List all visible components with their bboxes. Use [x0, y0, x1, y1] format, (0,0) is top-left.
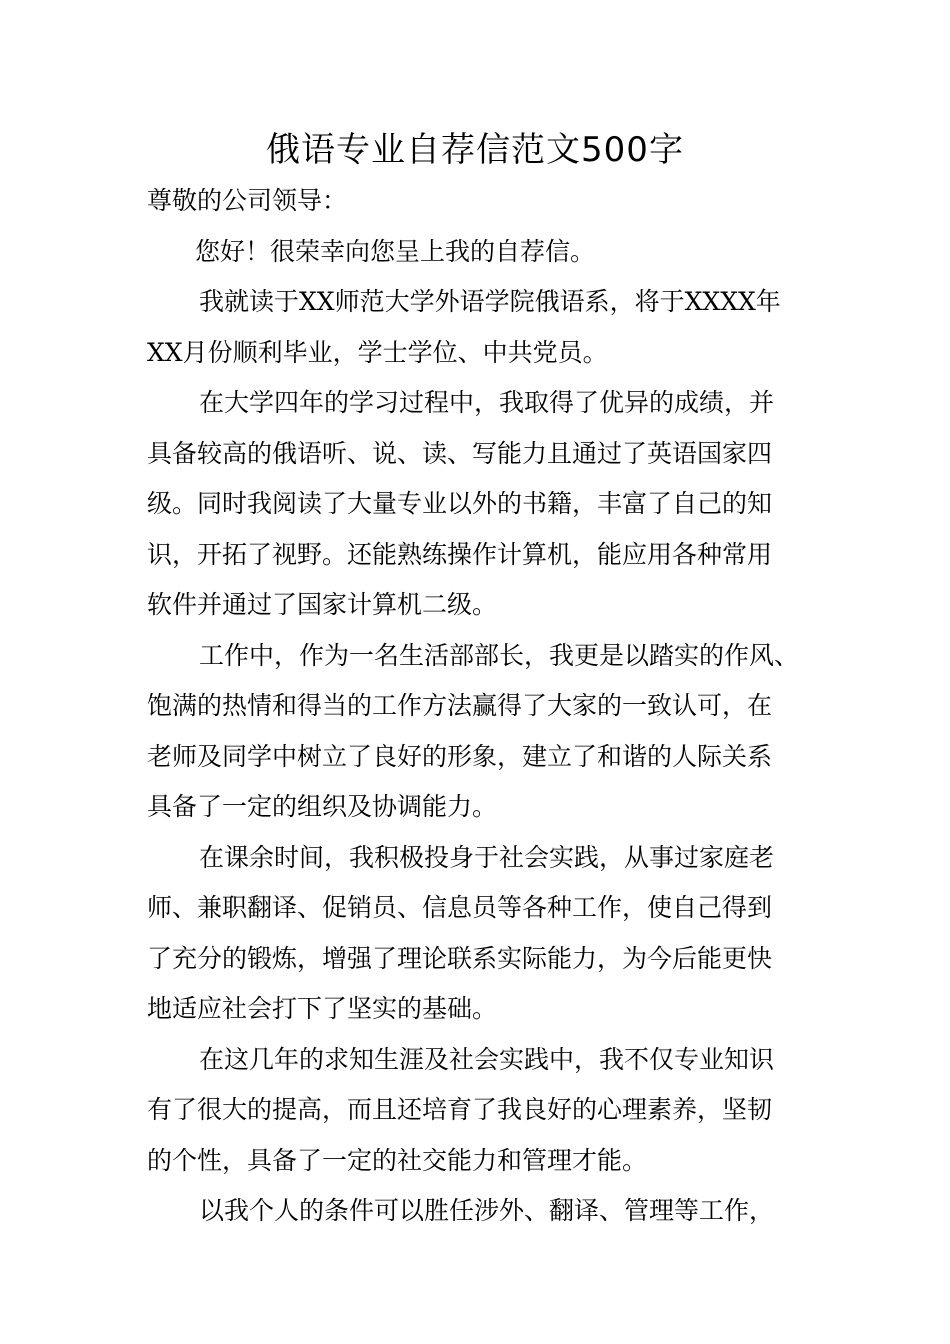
salutation: 尊敬的公司领导：: [147, 186, 348, 215]
paragraph-line: 工作中，作为一名生活部部长，我更是以踏实的作风、: [199, 640, 800, 670]
paragraph-line: 师、兼职翻译、促销员、信息员等各种工作，使自己得到: [147, 893, 773, 922]
paragraph-line: 具备了一定的组织及协调能力。: [147, 792, 498, 821]
paragraph-line: 了充分的锻炼，增强了理论联系实际能力，为今后能更快: [147, 943, 773, 973]
paragraph-education: [147, 277, 807, 378]
document-title: 俄语专业自荐信范文500字: [266, 130, 684, 170]
document-body: [147, 176, 807, 1237]
paragraph-line: 级。同时我阅读了大量专业以外的书籍，丰富了自己的知: [147, 489, 773, 518]
paragraph-study: [147, 378, 807, 631]
paragraph-conclusion: [147, 1186, 807, 1237]
paragraph-work: [147, 631, 807, 833]
paragraph-line: 地适应社会打下了坚实的基础。: [147, 994, 498, 1023]
paragraph-line: 在大学四年的学习过程中，我取得了优异的成绩，并: [199, 388, 775, 417]
paragraph-line: XX月份顺利毕业，学士学位、中共党员。: [147, 337, 608, 367]
paragraph-line: 以我个人的条件可以胜任涉外、翻译、管理等工作，: [199, 1196, 775, 1225]
paragraph-line: 您好！很荣幸向您呈上我的自荐信。: [195, 236, 596, 266]
paragraph-growth: [147, 1035, 807, 1187]
paragraph-line: 在课余时间，我积极投身于社会实践，从事过家庭老: [199, 842, 775, 872]
paragraph-line: 饱满的热情和得当的工作方法赢得了大家的一致认可，在: [147, 691, 773, 720]
paragraph-line: 在这几年的求知生涯及社会实践中，我不仅专业知识: [199, 1044, 775, 1074]
paragraph-line: 有了很大的提高，而且还培育了我良好的心理素养，坚韧: [147, 1095, 773, 1124]
paragraph-line: 软件并通过了国家计算机二级。: [147, 590, 498, 619]
paragraph-line: 识，开拓了视野。还能熟练操作计算机，能应用各种常用: [147, 539, 773, 569]
paragraph-line: 具备较高的俄语听、说、读、写能力且通过了英语国家四: [147, 438, 773, 468]
paragraph-line: 老师及同学中树立了良好的形象，建立了和谐的人际关系: [147, 741, 773, 771]
paragraph-line: 我就读于XX师范大学外语学院俄语系，将于XXXX年: [199, 287, 781, 316]
paragraph-greeting: [147, 227, 807, 278]
paragraph-practice: [147, 833, 807, 1035]
paragraph-line: 的个性，具备了一定的社交能力和管理才能。: [147, 1145, 648, 1175]
